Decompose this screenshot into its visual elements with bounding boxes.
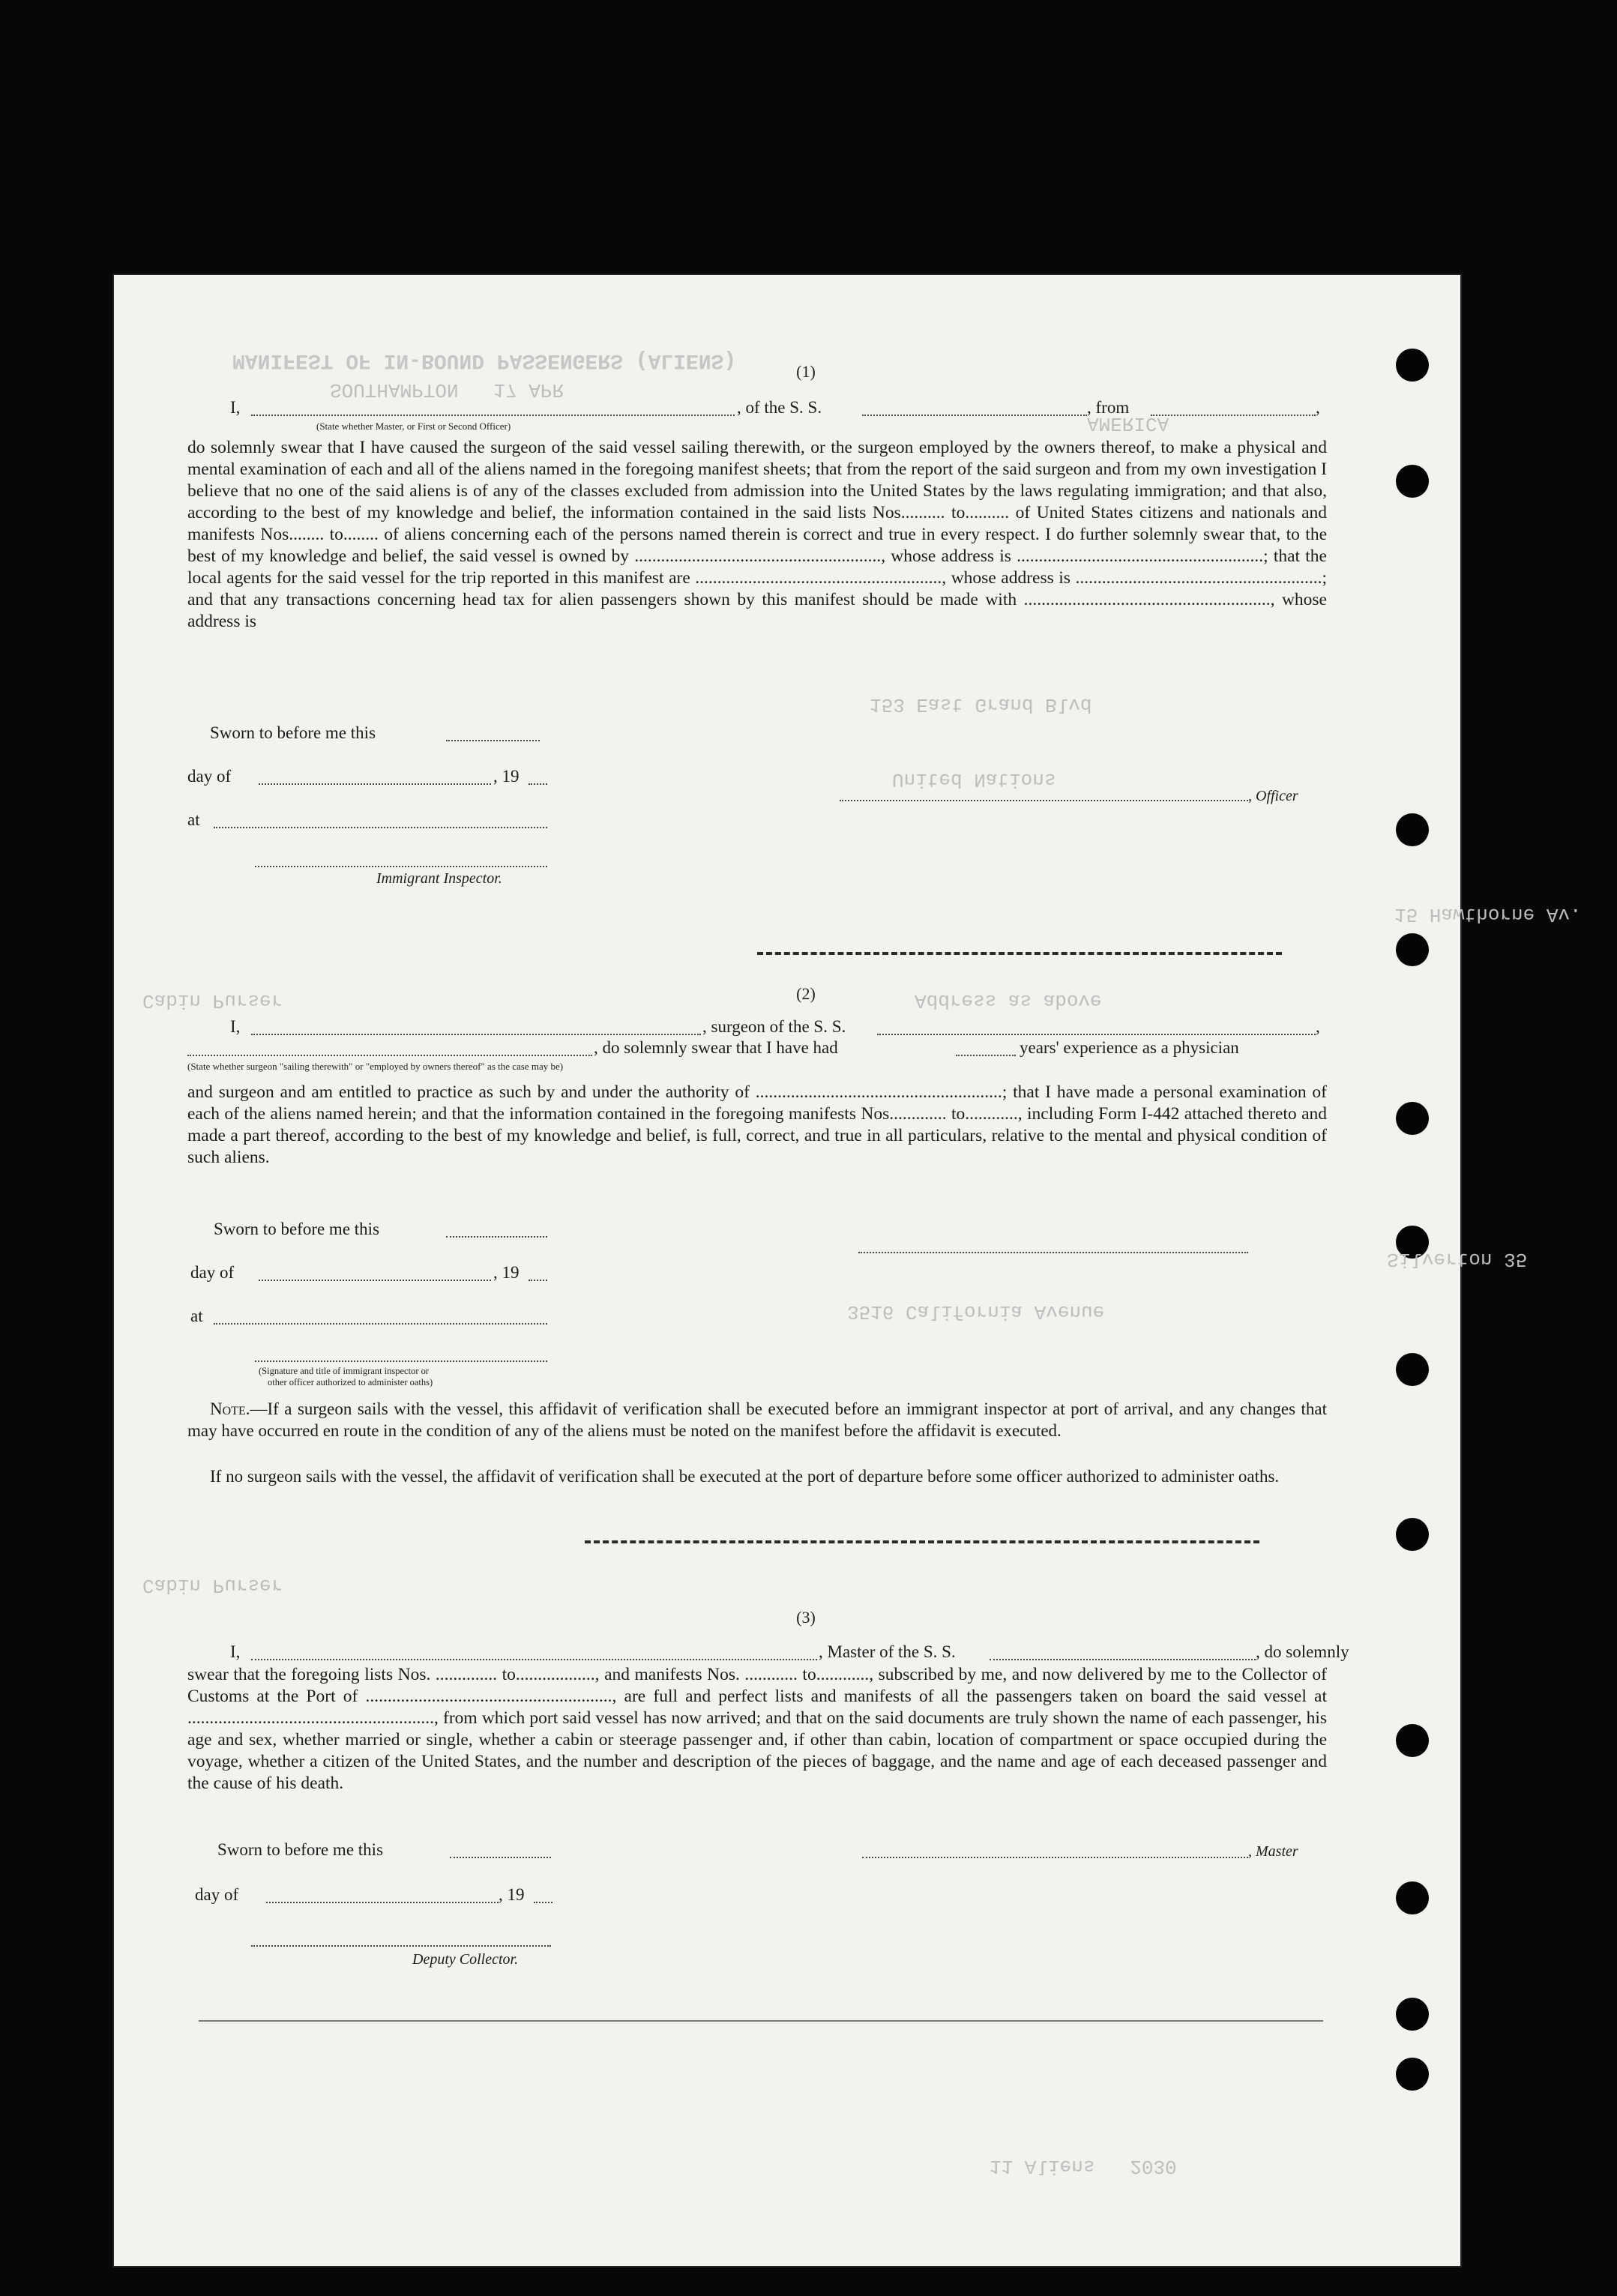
sec1-officer-signature-field[interactable] xyxy=(840,800,1248,801)
sec2-oath-text: and surgeon and am entitled to practice as such by and under the authority of ........................................................; that I have made a personal examination of each of the aliens named herein; and that the information contained in the foregoing manifests Nos............. to............, including Form I-442 attached thereto and made a part thereof, according to the best of my knowledge and belief, is full, correct, and true in all particulars, relative to the mental and physical condition of such aliens. xyxy=(187,1082,1327,1167)
sec2-year-label: , 19 xyxy=(493,1263,520,1282)
section-3-number: (3) xyxy=(796,1608,816,1627)
sec1-comma: , xyxy=(1316,398,1320,417)
sec3-master-name-field[interactable] xyxy=(251,1659,817,1660)
sec2-year-field[interactable] xyxy=(529,1280,547,1281)
sec2-note-2: If no surgeon sails with the vessel, the affidavit of verification shall be executed at the port of departure before some officer authorized to administer oaths. xyxy=(210,1467,1280,1486)
sec3-day-field[interactable] xyxy=(266,1902,499,1903)
sec2-sig-caption-1: (Signature and title of immigrant inspector or xyxy=(259,1366,430,1376)
sec3-deputy-label: Deputy Collector. xyxy=(412,1951,519,1968)
bleed-header: MANIFEST OF IN-BOUND PASSENGERS (ALIENS) xyxy=(232,349,737,372)
sec1-sworn-field[interactable] xyxy=(446,740,540,741)
sec2-years-label: years' experience as a physician xyxy=(1020,1038,1239,1057)
sec2-note-1 xyxy=(187,1398,1327,1441)
sec2-at-label: at xyxy=(190,1307,203,1325)
sec2-sworn-label: Sworn to before me this xyxy=(214,1220,380,1238)
sec3-year-field[interactable] xyxy=(534,1902,552,1903)
sec1-inspector-label: Immigrant Inspector. xyxy=(376,870,502,887)
sec3-master-of-label: , Master of the S. S. xyxy=(819,1642,956,1661)
bleed-dash-bar xyxy=(585,1540,1259,1543)
sec1-year-field[interactable] xyxy=(529,783,547,785)
bleed-ship-line: SOUTHAMPTON 17 APR xyxy=(330,379,564,401)
sec1-officer-label: , Officer xyxy=(1248,788,1298,804)
sec1-inspector-signature-field[interactable] xyxy=(255,866,547,867)
sec2-inspector-signature-field[interactable] xyxy=(255,1361,547,1362)
sec3-sworn-field[interactable] xyxy=(450,1857,551,1858)
sec3-solemnly-label: , do solemnly xyxy=(1256,1642,1349,1661)
sec1-officer-name-field[interactable] xyxy=(251,415,735,416)
sec2-surgeon-name-field[interactable] xyxy=(251,1034,701,1035)
sec1-i-label: I, xyxy=(230,398,241,417)
sec1-oath-text: do solemnly swear that I have caused the surgeon of the said vessel sailing therewith, or the surgeon employed by the owners thereof, to make a physical and mental examination of each and all of the aliens named in the foregoing manifest sheets; that from the report of the said surgeon and from my own investigation I believe that no one of the said aliens is of any of the classes excluded from admission into the United States by the laws regulating immigration; and that also, according to the best of my knowledge and belief, the information contained in the said lists Nos.......... to.......... of United States citizens and nationals and manifests Nos........ to........ of aliens concerning each of the persons named therein is correct and true in every respect. I do further solemnly swear that, to the best of my knowledge and belief, the said vessel is owned by ........................................................, whose address is ........................................................; that the local agents for the said vessel for the trip reported in this manifest are ........................................................, whose address is ........................................................; and that any transactions concerning head tax for alien passengers shown by this manifest should be made with ........................................................, whose address is xyxy=(187,438,1327,631)
sec2-day-of-label: day of xyxy=(190,1263,235,1282)
sec2-comma: , xyxy=(1316,1017,1320,1036)
sec3-year-label: , 19 xyxy=(499,1885,525,1904)
punch-hole xyxy=(1396,1881,1429,1914)
sec2-status-field[interactable] xyxy=(187,1055,592,1056)
sec3-master-label: , Master xyxy=(1248,1843,1298,1860)
bleed-purser-1: Cabin Purser xyxy=(142,989,283,1012)
sec3-oath-text: swear that the foregoing lists Nos. .............. to.................., and manifests Nos. ............ to............, subscribed by me, and now delivered by me to the Collector of Customs at the Port of ........................................................, are full and perfect lists and manifests of all the passengers taken on board the said vessel at ........................................................, from which port said vessel has now arrived; and that on the said documents are truly shown the name of each passenger, his age and sex, whether married or single, whether a cabin or steerage passenger and, if other than cabin, location of compartment or space occupied during the voyage, whether a citizen of the United States, and the number and description of the pieces of baggage, and the name and age of each deceased passenger and the cause of his death. xyxy=(187,1665,1327,1793)
sec3-master-signature-field[interactable] xyxy=(862,1857,1248,1858)
sec1-sworn-label: Sworn to before me this xyxy=(210,723,376,742)
sec1-of-ss-label: , of the S. S. xyxy=(737,398,822,417)
sec2-caption: (State whether surgeon "sailing therewith" or "employed by owners thereof" as the case may be) xyxy=(187,1061,564,1072)
bleed-addr3: Address as above xyxy=(915,989,1102,1012)
bleed-addr1: 153 East Grand Blvd xyxy=(870,693,1092,716)
punch-hole xyxy=(1396,1518,1429,1551)
section-2-number: (2) xyxy=(796,984,816,1003)
sec1-at-field[interactable] xyxy=(214,827,547,828)
sec2-note-1-text: —If a surgeon sails with the vessel, this affidavit of verification shall be executed before an immigrant inspector at port of arrival, and any changes that may have occurred en route in the condition of any of the aliens must be noted on the manifest before the affidavit is executed. xyxy=(187,1399,1327,1440)
bleed-side-note: 15 Hawthorne Av. xyxy=(1394,903,1582,926)
punch-hole xyxy=(1396,1998,1429,2031)
sec1-year-label: , 19 xyxy=(493,767,520,786)
sec2-swear-label: , do solemnly swear that I have had xyxy=(594,1038,838,1057)
sec3-day-of-label: day of xyxy=(195,1885,239,1904)
bleed-addr2: United Nations xyxy=(892,768,1056,791)
sec2-surgeon-of-label: , surgeon of the S. S. xyxy=(702,1017,846,1036)
bleed-purser-2: Cabin Purser xyxy=(142,1574,283,1597)
sec1-caption: (State whether Master, or First or Second Officer) xyxy=(316,421,511,432)
punch-hole xyxy=(1396,2058,1429,2091)
sec3-sworn-label: Sworn to before me this xyxy=(217,1840,384,1859)
punch-hole xyxy=(1396,465,1429,498)
sec2-at-field[interactable] xyxy=(214,1323,547,1325)
manifest-sheet xyxy=(112,274,1582,2268)
punch-hole xyxy=(1396,1724,1429,1757)
bleed-footer: 11 Aliens 2030 xyxy=(990,2155,1177,2178)
sec2-years-field[interactable] xyxy=(956,1055,1016,1056)
punch-hole xyxy=(1396,933,1429,966)
bleed-dash-bar xyxy=(757,952,1282,955)
sec1-from-label: , from xyxy=(1087,398,1130,417)
sec2-day-field[interactable] xyxy=(259,1280,491,1281)
sec3-i-label: I, xyxy=(230,1642,241,1661)
bleed-misc2: 3516 California Avenue xyxy=(847,1301,1105,1323)
sec1-day-field[interactable] xyxy=(259,783,491,785)
punch-hole xyxy=(1396,813,1429,846)
sec2-sig-caption-2: other officer authorized to administer oaths) xyxy=(268,1377,433,1387)
sec2-vessel-field[interactable] xyxy=(877,1034,1316,1035)
punch-hole xyxy=(1396,1102,1429,1135)
sec1-at-label: at xyxy=(187,810,200,829)
sec3-vessel-field[interactable] xyxy=(990,1659,1256,1660)
bottom-rule xyxy=(199,2020,1323,2022)
bleed-vessel: AMERICA xyxy=(1087,412,1169,435)
bleed-misc1: Silverton 35 xyxy=(1387,1248,1528,1271)
section-1-number: (1) xyxy=(796,362,816,381)
sec2-sworn-field[interactable] xyxy=(446,1236,547,1238)
sec3-deputy-signature-field[interactable] xyxy=(251,1945,551,1947)
sec1-vessel-field[interactable] xyxy=(862,415,1087,416)
sec2-note-head: Note. xyxy=(210,1399,250,1418)
sec2-surgeon-signature-field[interactable] xyxy=(858,1252,1248,1253)
sec1-from-field[interactable] xyxy=(1151,415,1316,416)
sec1-day-of-label: day of xyxy=(187,767,232,786)
sec2-i-label: I, xyxy=(230,1017,241,1036)
punch-hole xyxy=(1396,1353,1429,1386)
